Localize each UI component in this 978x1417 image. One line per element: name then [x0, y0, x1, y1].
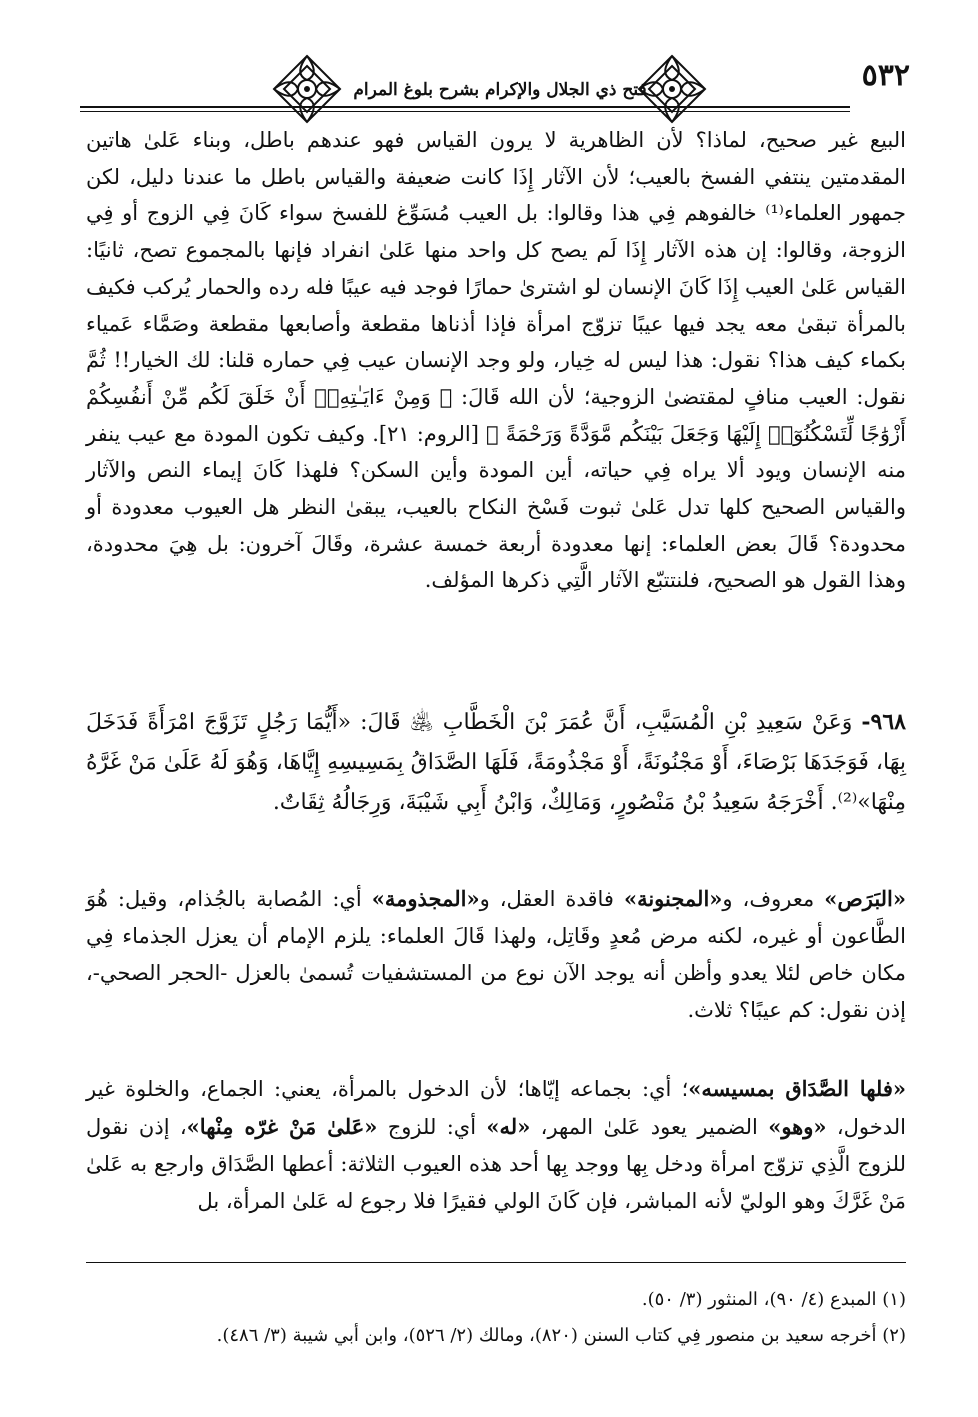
page-header [80, 50, 910, 128]
hadith-text: وَعَنْ سَعِيدِ بْنِ الْمُسَيَّبِ، أَنَّ عُمَرَ بْنَ الْخَطَّابِ ﵁ قَالَ: «أَيُّمَا رَجُلٍ تَزَوَّجَ امْرَأَةً فَدَخَلَ بِهَا، فَوَجَدَهَا بَرْصَاءَ، أَوْ مَجْنُونَةً، أَوْ مَجْذُومَةً، فَلَهَا الصَّدَاقُ بِمَسِيسِهِ إِيَّاهَا، وَهُوَ لَهُ عَلَىٰ مَنْ غَرَّهُ مِنْهَا»⁽²⁾. أَخْرَجَهُ سَعِيدُ بْنُ مَنْصُورٍ، وَمَالِكٌ، وَابْنُ أَبِي شَيْبَةَ، وَرِجَالُهُ ثِقَاتٌ. [86, 710, 906, 815]
commentary-paragraph [86, 880, 906, 1029]
ornament-left-icon [270, 52, 344, 126]
term: «فلها الصَّدَاق بمسيسه» [688, 1076, 906, 1101]
term: «المجذومة» [371, 886, 480, 911]
commentary-text: معروف، و [722, 887, 825, 911]
running-title: فتح ذي الجلال والإكرام بشرح بلوغ المرام [353, 80, 647, 100]
header-rule [80, 106, 850, 108]
term: «عَلىٰ مَنْ غرّه مِنْها» [186, 1114, 378, 1139]
footnote: (٢) أخرجه سعيد بن منصور فِي كتاب السنن (٨٢٠)، ومالك (٢/ ٥٢٦)، وابن أبي شيبة (٣/ ٤٨٦). [216, 1325, 906, 1346]
commentary-text: فاقدة العقل، و [479, 887, 624, 911]
header-rule-thin [80, 111, 850, 112]
main-text [86, 122, 906, 599]
commentary-text: ؛ أي: بجماعه إيّاها؛ لأن الدخول بالمرأة، يعني: الجماع، والخلوة غير الدخول، [86, 1077, 907, 1139]
footnote-divider [86, 1262, 906, 1263]
commentary-text: ، إذن نقول للزوج الَّذِي تزوّج امرأة ودخل بِها ووجد بِها أحد هذه العيوب الثلاثة: أعطها الصَّدَاق وارجع به عَلىٰ مَنْ غَرَّكَ وهو الوليّ لأنه المباشر، فإن كَانَ الولي فقيرًا فلا رجوع له عَلىٰ المرأة، بل [86, 1115, 906, 1213]
hadith-number: ٩٦٨- [861, 709, 906, 735]
commentary-text: الضمير يعود عَلىٰ المهر، [530, 1115, 769, 1139]
term: «البَرَص» [824, 886, 907, 911]
hadith-block [86, 702, 906, 823]
commentary-text: أي: المُصابة بالجُذام، وقيل: هُوَ الطَّاعون أو غيره، لكنه مرض مُعدٍ وقَاتِل، ولهذا قَالَ العلماء: يلزم الإمام أن يعزل الجذماء فِي مكان خاص لئلا يعدو وأظن أنه يوجد الآن نوع من المستشفيات تُسمىٰ بالعزل -الحجر الصحي-، إذن نقول: كم عيبًا؟ ثلاث. [86, 887, 906, 1022]
term: «له» [486, 1114, 531, 1139]
paragraph: البيع غير صحيح، لماذا؟ لأن الظاهرية لا يرون القياس فهو عندهم باطل، وبناء عَلىٰ هاتين المقدمتين ينتفي الفسخ بالعيب؛ لأن الآثار إِذَا كانت ضعيفة والقياس باطل ما عندنا دليل، لكن جمهور العلماء⁽¹⁾ خالفوهم فِي هذا وقالوا: بل العيب مُسَوِّغ للفسخ سواء كَانَ فِي الزوج أو فِي الزوجة، وقالوا: إن هذه الآثار إِذَا لَم يصح كل واحد منها عَلىٰ انفراد فإنها بالمجموع تصح، ثانيًا: القياس عَلىٰ العيب إِذَا كَانَ الإنسان لو اشترىٰ حمارًا فوجد فيه عيبًا فله رده والحمار يُركب فكيف بالمرأة تبقىٰ معه يجد فيها عيبًا تزوّج امرأة فإذا أذناها مقطعة وأصابعها مقطعة وصَمَّاء عَمياء بكماء كيف هذا؟ نقول: هذا ليس له خِيار، ولو وجد الإنسان عيب فِي حماره قلنا: لك الخيار!! ثُمَّ نقول: العيب منافٍ لمقتضىٰ الزوجية؛ لأن الله قَالَ: ﴿ وَمِنْ ءَايَـٰتِهِۦٓ أَنْ خَلَقَ لَكُم مِّنْ أَنفُسِكُمْ أَزْوَٰجًا لِّتَسْكُنُوٓا۟ إِلَيْهَا وَجَعَلَ بَيْنَكُم مَّوَدَّةً وَرَحْمَةً ﴾ [الروم: ٢١]. وكيف تكون المودة مع عيب ينفر منه الإنسان ويود ألا يراه فِي حياته، أين المودة وأين السكن؟ فلهذا كَانَ إيماء النص والآثار والقياس الصحيح كلها تدل عَلىٰ ثبوت فَسْخ النكاح بالعيب، يبقىٰ النظر هل العيوب معدودة أو محدودة؟ قَالَ بعض العلماء: إنها معدودة أربعة خمسة عشرة، وقَالَ آخرون: بل هِيَ محدودة، وهذا القول هو الصحيح، فلنتتبّع الآثار الَّتِي ذكرها المؤلف. [86, 128, 906, 593]
commentary-text: أي: للزوج [377, 1115, 487, 1139]
term: «وهو» [768, 1114, 827, 1139]
term: «المجنونة» [623, 886, 723, 911]
page-number: ٥٣٢ [861, 58, 910, 93]
footnote: (١) المبدع (٤/ ٩٠)، المنثور (٣/ ٥٠). [641, 1289, 906, 1310]
footnotes [86, 1282, 906, 1354]
commentary-paragraph [86, 1070, 906, 1220]
